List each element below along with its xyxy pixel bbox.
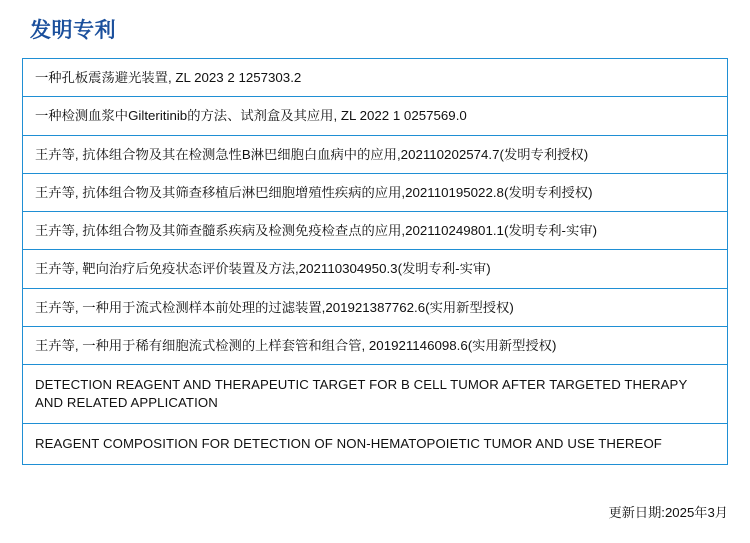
table-row: 王卉等, 抗体组合物及其筛查移植后淋巴细胞增殖性疾病的应用,202110195022.8(发明专利授权) [23,174,727,212]
patent-table [22,58,728,465]
table-row: 王卉等, 靶向治疗后免疫状态评价装置及方法,202110304950.3(发明专利-实审) [23,250,727,288]
update-date-label: 更新日期:2025年3月 [608,505,728,520]
table-row: 王卉等, 抗体组合物及其在检测急性B淋巴细胞白血病中的应用,202110202574.7(发明专利授权) [23,136,727,174]
table-row: 王卉等, 一种用于稀有细胞流式检测的上样套管和组合管, 201921146098.6(实用新型授权) [23,327,727,365]
table-row: REAGENT COMPOSITION FOR DETECTION OF NON-HEMATOPOIETIC TUMOR AND USE THEREOF [23,424,727,465]
page-title: 发明专利 [30,19,116,42]
table-row: 一种孔板震荡避光装置, ZL 2023 2 1257303.2 [23,59,727,97]
table-row: DETECTION REAGENT AND THERAPEUTIC TARGET FOR B CELL TUMOR AFTER TARGETED THERAPY AND RELATED APPLICATION [23,365,727,424]
table-row: 一种检测血浆中Gilteritinib的方法、试剂盒及其应用, ZL 2022 1 0257569.0 [23,97,727,135]
table-row: 王卉等, 一种用于流式检测样本前处理的过滤装置,201921387762.6(实用新型授权) [23,289,727,327]
table-row: 王卉等, 抗体组合物及其筛查髓系疾病及检测免疫检查点的应用,202110249801.1(发明专利-实审) [23,212,727,250]
